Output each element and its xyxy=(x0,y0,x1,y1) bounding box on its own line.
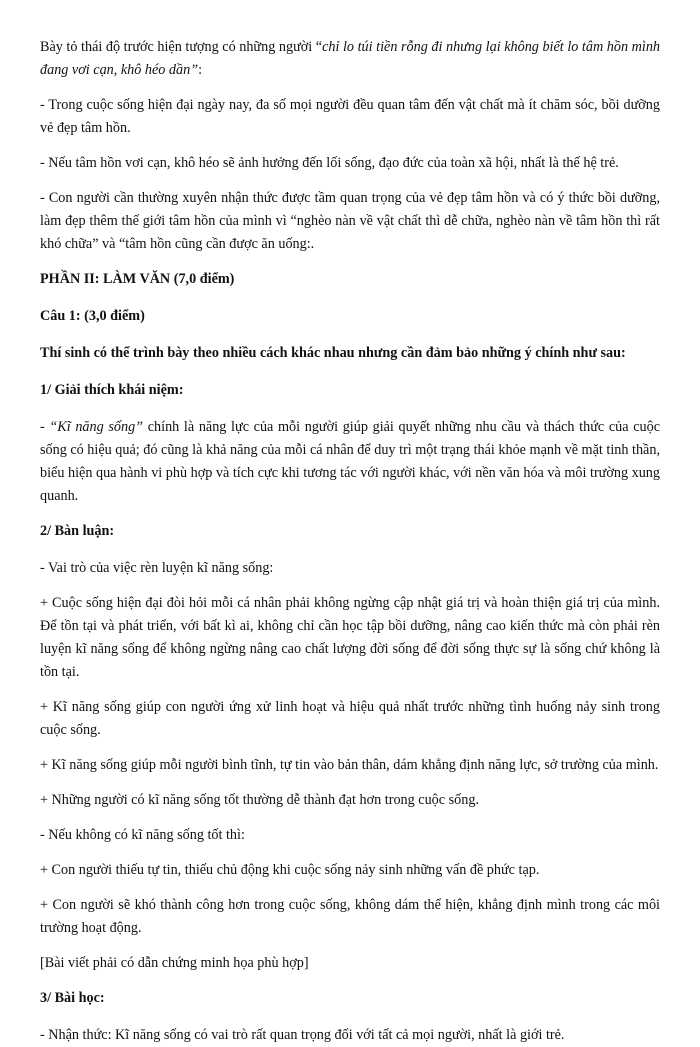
section2-paragraph-3: + Kĩ năng sống giúp con người ứng xử linh hoạt và hiệu quả nhất trước những tình huống nảy sinh trong cuộc sống. xyxy=(40,699,660,738)
section2-note: [Bài viết phải có dẫn chứng minh họa phù hợp] xyxy=(40,955,309,971)
paragraph-1: - Trong cuộc sống hiện đại ngày nay, đa số mọi người đều quan tâm đến vật chất mà ít chăm sóc, bồi dưỡng vẻ đẹp tâm hồn. xyxy=(40,97,660,136)
instruction: Thí sinh có thể trình bày theo nhiều cách khác nhau nhưng cần đảm bảo những ý chính như sau: xyxy=(40,345,626,361)
section2-paragraph-2: + Cuộc sống hiện đại đòi hỏi mỗi cá nhân phải không ngừng cập nhật giá trị và hoàn thiện giá trị của mình. Để tồn tại và phát triển, với bất kì ai, không chỉ cần học tập bồi dưỡng, nâng cao kiến thức mà còn phải rèn luyện kĩ năng sống để không ngừng nâng cao chất lượng đời sống để đời sống thực sự là sống chứ không là tồn tại. xyxy=(40,595,660,680)
section2-heading: 2/ Bàn luận: xyxy=(40,523,115,539)
section1-paragraph xyxy=(40,416,660,508)
paragraph-2: - Nếu tâm hồn vơi cạn, khô héo sẽ ảnh hưởng đến lối sống, đạo đức của toàn xã hội, nhất là thế hệ trẻ. xyxy=(40,155,619,171)
intro-prefix: Bày tỏ thái độ trước hiện tượng có những người “ xyxy=(40,39,323,55)
section2-paragraph-5: + Những người có kĩ năng sống tốt thường dễ thành đạt hơn trong cuộc sống. xyxy=(40,792,479,808)
section3-paragraph-1: - Nhận thức: Kĩ năng sống có vai trò rất quan trọng đối với tất cả mọi người, nhất là giới trẻ. xyxy=(40,1027,565,1043)
section1-text: chính là năng lực của mỗi người giúp giải quyết những nhu cầu và thách thức của cuộc sống có hiệu quả; đó cũng là khả năng của mỗi cá nhân để duy trì một trạng thái khỏe mạnh về mặt tinh thần, biểu hiện qua hành vi phù hợp và tích cực khi tương tác với người khác, với nền văn hóa và môi trường xung quanh. xyxy=(40,419,660,504)
section3-heading: 3/ Bài học: xyxy=(40,990,105,1006)
section1-heading: 1/ Giải thích khái niệm: xyxy=(40,382,184,398)
intro-paragraph xyxy=(40,36,660,82)
part2-heading: PHẦN II: LÀM VĂN (7,0 điểm) xyxy=(40,271,235,287)
section2-paragraph-4: + Kĩ năng sống giúp mỗi người bình tĩnh, tự tin vào bản thân, dám khẳng định năng lực, sở trường của mình. xyxy=(40,757,659,773)
section2-paragraph-7: + Con người thiếu tự tin, thiếu chủ động khi cuộc sống nảy sinh những vấn đề phức tạp. xyxy=(40,862,540,878)
skill-term: - “Kĩ năng sống” xyxy=(40,419,144,435)
question1-heading: Câu 1: (3,0 điểm) xyxy=(40,308,145,324)
section2-paragraph-1: - Vai trò của việc rèn luyện kĩ năng sống: xyxy=(40,560,274,576)
section2-paragraph-6: - Nếu không có kĩ năng sống tốt thì: xyxy=(40,827,245,843)
intro-suffix: : xyxy=(198,62,203,78)
intro-quote: chỉ lo túi tiền rỗng đi nhưng lại không biết lo tâm hồn mình đang vơi cạn, khô héo dần” xyxy=(40,39,661,78)
section2-paragraph-8: + Con người sẽ khó thành công hơn trong cuộc sống, không dám thể hiện, khẳng định mình trong các môi trường hoạt động. xyxy=(40,897,660,936)
paragraph-3: - Con người cần thường xuyên nhận thức được tầm quan trọng của vẻ đẹp tâm hồn và có ý thức bồi dưỡng, làm đẹp thêm thế giới tâm hồn của mình vì “nghèo nàn về vật chất thì dễ chữa, nghèo nàn về tâm hồn thì rất khó chữa” và “tâm hồn cũng cần được ăn uống:. xyxy=(40,190,660,252)
